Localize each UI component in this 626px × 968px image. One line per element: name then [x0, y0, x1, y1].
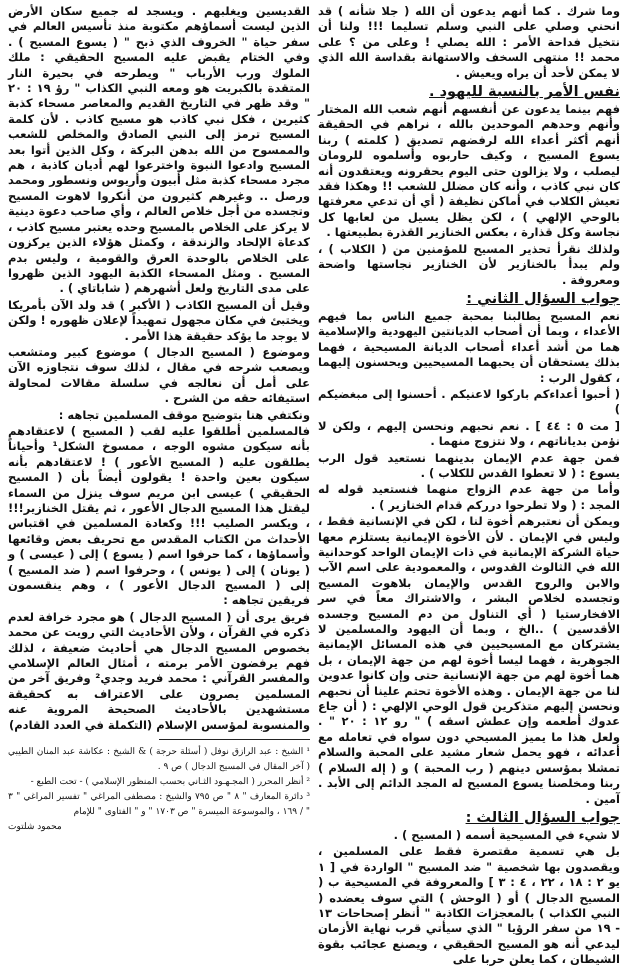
intro-paragraph: وما شرك . كما أنهم يدعون أن الله ( جلا شأنه ) قد انحني وصلي على النبي وسلم تسليما !!! ولنا أن نتخيل فداحة الأمر : الله يصلي ! وعلى من ؟ على محمد !! منتهى السخف والاستهانة بقداسة الله الذي لا يمكن لأحد أن يراه ويعيش .: [318, 4, 620, 80]
footnote: ³ دائرة المعارف " ٨ " ص ٧٩٥ والشيخ : مصطفى المراغي " تفسير المراغي " ٣ " / ١٦٩ ، والموسوعة الميسرة " ص ١٧٠٣ " و " الفتاوى " للإمام: [8, 792, 310, 818]
body-paragraph: فريق يرى أن ( المسيح الدجال ) هو مجرد خرافة لعدم ذكره في القرآن ، ولأن الأحاديث التي رويت عن محمد بخصوص المسيح الدجال هي أحاديث ضعيفة ، لذلك فهم يرفضون الأمر برمته ، أمثال العالم الإسلامي والمفسر القرآني : محمد فريد وجدي² وفريق آخر من المسلمين يصرون على الاعتراف به كحقيقة مستشهدين بالأحاديث الصحيحة المروية عنه والمنسوبة لمؤسس الإسلام (التكملة في العدد القادم): [8, 609, 310, 732]
body-paragraph: وموضوع ( المسيح الدجال ) موضوع كبير ومتشعب ويصعب شرحه في مقال ، لذلك سوف نتجاوزه الآن على أمل أن نعالجه في سلسلة مقالات لمحاولة استيفائه حقه من الشرح .: [8, 344, 310, 406]
footnote-signature: محمود شلتوت: [8, 822, 62, 833]
jews-paragraph: ولذلك نقرأ تحذير المسيح للمؤمنين من ( الكلاب ) ، ولم يبدأ بالخنازير لأن الخنازير نجاستها واضحة ومعروفة .: [318, 241, 620, 287]
body-paragraph: وقيل أن المسيح الكاذب ( الأكبر ) قد ولد الآن بأمريكا ويختبئ في مكان مجهول تمهيداً لإعلان ظهوره ! ولكن لا يوجد ما يؤكد حقيقة هذا الأمر .: [8, 297, 310, 343]
left-column: [8, 4, 310, 909]
q2-paragraph: وأما من جهة عدم الزواج منهما فنستعيد قوله له المجد : ( ولا تطرحوا درركم قدام الخنازير ) .: [318, 482, 620, 512]
q2-paragraph: فمن جهة عدم الإيمان بدينهما نستعيد قول الرب يسوع : ( لا تعطوا القدس للكلاب ) .: [318, 450, 620, 480]
section-heading-jews: نفس الأمر بالنسبة لليهود .: [429, 84, 620, 101]
footnote-divider: [159, 739, 310, 740]
body-paragraph: ونكتفي هنا بتوضيح موقف المسلمين تجاهه :: [58, 407, 310, 422]
section-heading-q3: جواب السؤال الثالث :: [465, 809, 620, 826]
body-paragraph: فالمسلمين أطلقوا عليه لقب ( المسيح ) لاعتقادهم بأنه سيكون مشوه الوجه ، ممسوخ الشكل¹ وأحياناً يطلقون عليه ( المسيح الأعور ) ! لاعتقادهم بأنه سيكون بعين واحدة ! يقولون أيضاً بأن ( المسيح الحقيقي ) عيسى ابن مريم سوف ينزل من السماء ليقتل هذا المسيح الدجال الأعور ، ثم يقتل الخنازير!!! ، ويكسر الصليب !!! وكعادة المسلمين في اقتباس الأحداث من الكتاب المقدس مع تحريف بعض وقائعها وأسماؤها ، كما حرفوا اسم ( يسوع ) إلى ( عيسى ) و ( يونان ) إلى ( يونس ) ، وحرفوا اسم ( ضد المسيح ) إلى ( المسيح الدجال الأعور ) ، وهم ينقسمون فريقين تجاهه :: [8, 423, 310, 608]
q2-paragraph: نعم المسيح يطالبنا بمحبة جميع الناس بما فيهم الأعداء ، وبما أن أصحاب الديانتين اليهودية والإسلامية هما من أشد أعداء أصحاب الديانة المسيحية ، فهما بذلك يستحقان أن يحبهما المسيحيين ويحسنون إليهما ، كقول الرب :: [318, 308, 620, 385]
footnotes: [8, 745, 310, 835]
q2-paragraph: ويمكن أن نعتبرهم أخوة لنا ، لكن في الإنسانية فقط ، وليس في الإيمان . لأن الأخوة الإيمانية يستلزم معها حياة الشركة الإيمانية في ذات الإيمان الواحد كوحدانية الله في الثالوث القدوس ، والمعمودية على اسم الآب والابن والروح القدس والإيمان بلاهوت المسيح وتجسده لخلاص البشر ، والاشتراك معاً في سر الافخارستيا ( أي التناول من دم المسيح وجسده الأقدسين ) ..الخ ، وبما أن اليهود والمسلمين لا يشتركان مع المسيحيين في هذه المسائل الإيمانية الجوهرية ، فهما ليسا أخوة لهم من جهة الإيمان ، بل هما أخوة لهم من جهة الإنسانية حتى وإن كانوا عدوين لنا من جهة الإيمان . وهذه الأخوة تحتم علينا أن نحبهم ونحسن إليهم متذكرين قول الوحي الإلهي : ( أن جاع عدوك أطعمه وإن عطش اسقه ) " رو ١٢ : ٢٠ " . ولعل هذا ما يميز المسيحي دون سواه في تعامله مع أعدائه ، فهو يحمل شعار مشيد على المحبة والسلام تمشلا بمؤسس دينهم ( رب المحبة ) و ( إله السلام ) ربنا ومخلصنا يسوع المسيح له المجد الدائم إلى الأبد . آمين .: [318, 514, 621, 806]
jews-paragraph: فهم بينما يدعون عن أنفسهم أنهم شعب الله المختار وأنهم وحدهم الموحدين بالله ، نراهم في الحقيقة أنهم أكثر أعداء الله لرفضهم تصديق ( كلمته ) ربنا يسوع المسيح ، وكيف حاربوه وأسلموه للرومان ليصلب ، ولا يزالون حتى اليوم يحقرونه ويعتقدون أنه كان نبي كاذب ، وأنه كان مضلل للشعب !! وهكذا فقد تعيش الكلاب في أماكن نظيفة ( أي أن تدعي معرفتها بالوحي الإلهي ) ، لكن يظل يسيل من لعابها كل نجاسة وكل قذارة ، بعكس الخنازير القذرة بطبيعتها .: [318, 102, 620, 240]
section-heading-q2: جواب السؤال الثاني :: [466, 290, 620, 307]
q2-paragraph: [ مت ٥ : ٤٤ ] . نعم نحبهم ونحسن إليهم ، ولكن لا نؤمن بدياناتهم ، ولا نتزوج منهما .: [318, 418, 621, 449]
q3-paragraph: لا شيء في المسيحية أسمه ( المسيح ) .: [393, 827, 620, 842]
q2-quote: ( أحبوا أعداءكم باركوا لاعنيكم . أحسنوا إلى مبغضيكم ): [318, 386, 620, 417]
right-column: [318, 4, 621, 967]
footnote: ² أنظر المحرر ( المجـهـود الثـاني بحسب المنظور الإسلامي ) - تحت الطبع -: [30, 777, 310, 788]
footnote: ¹ الشيخ : عبد الرازق نوفل ( أسئلة حرجة ) & الشيخ : عكاشة عبد المنان الطيبي ( آخر المقال في المسيح الدجال ) ص ٩ .: [8, 747, 310, 773]
q3-paragraph: بل هي تسمية مقتصرة فقط على المسلمين ، ويقصدون بها شخصية " ضد المسيح " الواردة في [ ١ يو ٢ : ١٨ ، ٢٢ ، ٤ : ٣ ] والمعروفة في المسيحية ب ( المسيح الدجال ) أو ( الوحش ) التي سوف يعضده ( النبي الكذاب ) بالمعجزات الكاذبة " أنظر إصحاحات ١٣ - ١٩ من سفر الرؤيا " الذي سيأتي قرب نهاية الأزمان ليدعي أنه هو المسيح الحقيقي ، ويصنع عجائب بقوة الشيطان ، كما يعلن حربا على: [318, 844, 620, 967]
body-paragraph: القديسين ويغلبهم . ويسجد له جميع سكان الأرض الذين ليست أسماؤهم مكتوبة منذ تأسيس العالم في سفر حياة " الخروف الذي ذبح " ( يسوع المسيح ) . وفي الختام يقبض عليه المسيح الحقيقي : ملك الملوك ورب الأرباب " ويطرحه في بحيرة النار المتقدة بالكبريت هو ومعه النبي الكذاب " رؤ ١٩ : ٢٠ " وقد ظهر في التاريخ القديم والمعاصر مسحاء كذبة كثيرين ، فكل نبي كاذب هو مسيح كاذب . لأن كلمة المسيح ترمز إلى النبي الصادق والمخلص للشعب والممسوح من الله بدهن البركة ، وكل الذين أتوا بعد المسيح وادعوا النبوة واخترعوا لهم أديان كاذبة ، هم مجرد مسحاء كذبة مثل أبيون وأريوس ونسطور ومحمد ورصل .. وغيرهم كثيرون من أنكروا لاهوت المسيح وتجسده من أجل خلاص العالم ، وأي صاحب دعوة دينية لا يركز على الخلاص بالمسيح وحده يعتبر مسيح كاذب ، كدعاة الإلحاد والزندقة ، وكمثل هؤلاء الذين يركزون على الخلاص بالوحدة العرق والقومية ، وليس بدم المسيح . ومثل المسحاء الكذبة اليهود الذين ظهروا على مدى التاريخ ولعل أشهرهم ( شاباتاي ) .: [7, 4, 310, 296]
